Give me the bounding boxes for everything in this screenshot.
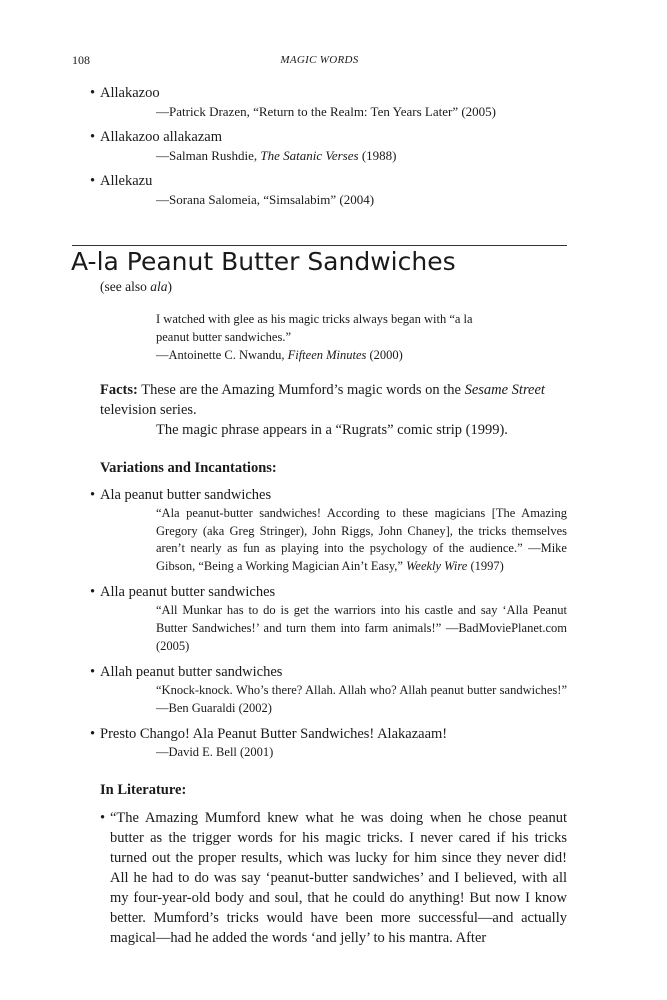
variant-term: Allakazoo [100,85,160,101]
list-item [72,583,567,655]
citation: —Salman Rushdie, The Satanic Verses (1988) [156,148,397,163]
citation: —Patrick Drazen, “Return to the Realm: Ten Years Later” (2005) [156,104,496,119]
epigraph-citation: —Antoinette C. Nwandu, Fifteen Minutes (2000) [156,348,403,362]
list-item [72,84,567,120]
bullet-icon: • [90,129,96,145]
bullet-icon: • [90,487,96,503]
page-header [72,53,567,69]
bullet-icon: • [90,173,96,189]
variant-quote: “All Munkar has to do is get the warriors into his castle and say ‘Alla Peanut Butter Sandwiches!’ and turn them into farm animals!” —BadMoviePlanet.com (2005) [156,603,567,653]
list-item [72,725,567,762]
variant-term: Allekazu [100,173,153,189]
bullet-icon: • [90,726,96,743]
facts-paragraph: Facts: These are the Amazing Mumford’s magic words on the Sesame Street television series. [100,382,545,418]
bullet-icon: • [90,584,96,601]
facts-label: Facts: [100,382,138,398]
list-item [72,486,567,575]
list-item [72,663,567,717]
running-title: MAGIC WORDS [280,54,359,66]
facts-paragraph-2: The magic phrase appears in a “Rugrats” comic strip (1999). [156,422,508,438]
variant-term: Alla peanut butter sandwiches [100,584,276,601]
entry-title: A-la Peanut Butter Sandwiches [71,247,456,276]
citation: —Sorana Salomeia, “Simsalabim” (2004) [156,192,375,207]
list-item [72,128,567,164]
page-number: 108 [72,53,90,67]
variant-term: Ala peanut butter sandwiches [100,487,272,503]
literature-heading: In Literature: [100,781,187,798]
page-content [72,84,567,948]
literature-quote: • “The Amazing Mumford knew what he was doing when he chose peanut butter as the trigger words for his magic tricks. I never cared if his tricks turned out the proper results, which was lucky for him since they never did! All he had to do was say ‘peanut-butter sandwiches’ and I believed, with all my four-year-old body and soul, that he could do anything! But now I know better. Mumford’s tricks would have been more successful—and actually magical—had he added the words ‘and jelly’ to his mantra. After [100,809,567,946]
epigraph-quote: I watched with glee as his magic tricks always began with “a la peanut butter sandwiches.” —Antoinette C. Nwandu, Fifteen Minutes (2000) [72,310,567,364]
variant-term: Allakazoo allakazam [100,129,222,145]
bullet-icon: • [100,809,106,826]
variant-quote: “Knock-knock. Who’s there? Allah. Allah who? Allah peanut butter sandwiches!” —Ben Guaraldi (2002) [156,683,567,715]
see-also-link: ala [150,279,168,294]
bullet-icon: • [90,85,96,101]
list-item [72,172,567,208]
variant-term: Allah peanut butter sandwiches [100,664,283,681]
variant-quote: —David E. Bell (2001) [156,745,274,760]
variant-quote: “Ala peanut-butter sandwiches! According to these magicians [The Amazing Gregory (aka Greg Stringer), John Riggs, John Chaney], the tricks themselves aren’t nearly as fun as playing into the psychology of the audience.” —Mike Gibson, “Being a Working Magician Ain’t Easy,” Weekly Wire (1997) [156,506,567,573]
variations-heading: Variations and Incantations: [100,460,277,476]
variant-term: Presto Chango! Ala Peanut Butter Sandwiches! Alakazaam! [100,726,448,743]
bullet-icon: • [90,664,96,681]
see-also: (see also ala) [100,279,172,294]
